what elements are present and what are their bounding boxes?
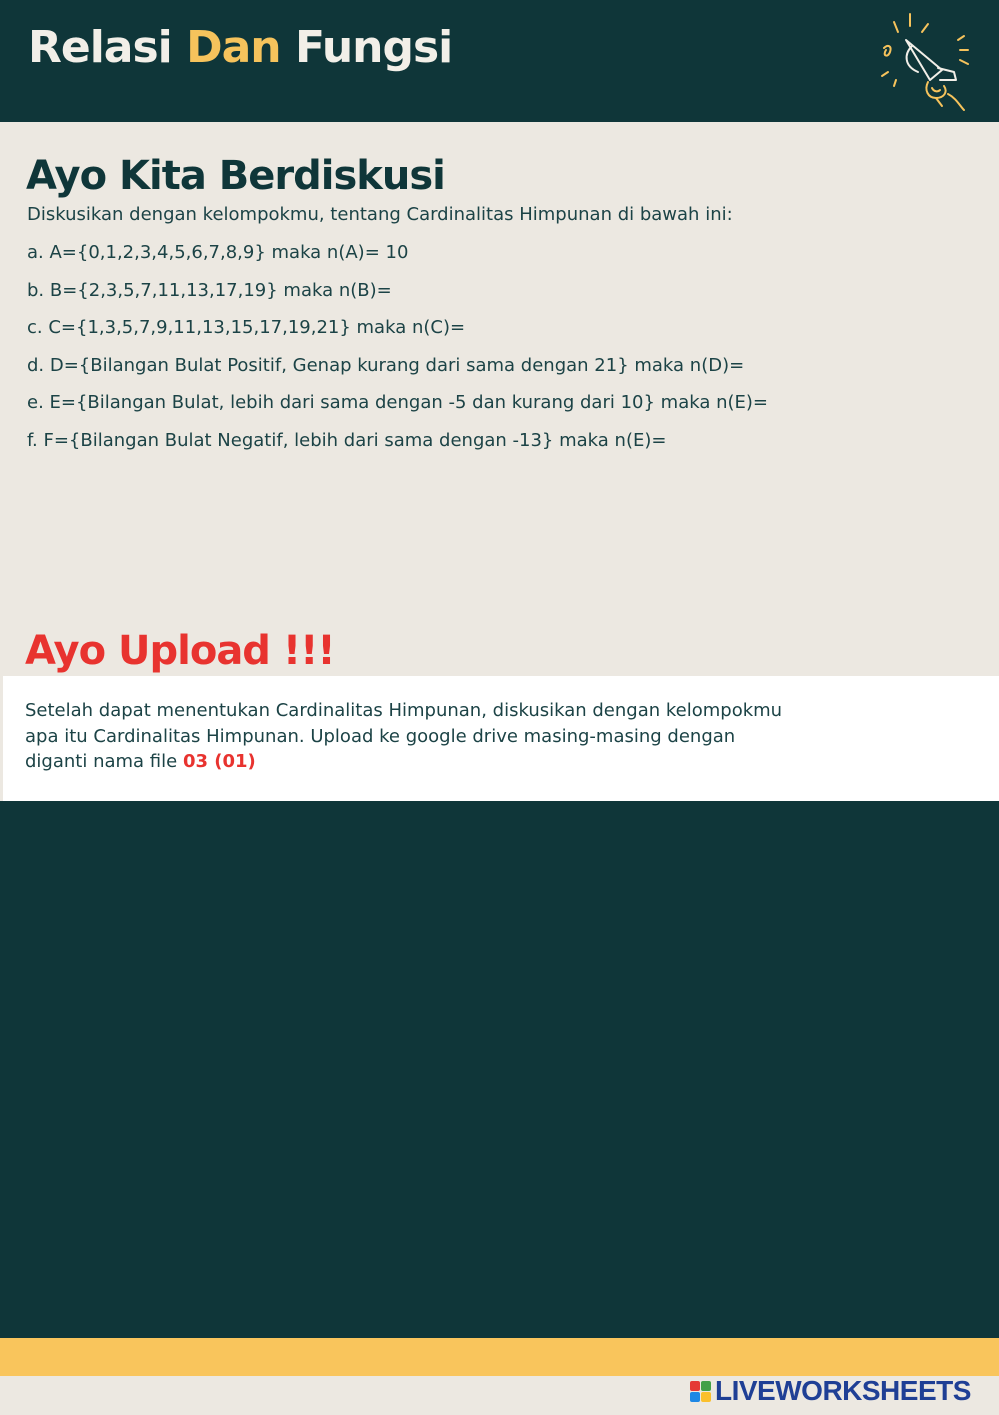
upload-text-line-1: Setelah dapat menentukan Cardinalitas Himpunan, diskusikan dengan kelompokmu [25,700,783,721]
question-d: d. D={Bilangan Bulat Positif, Genap kurang dari sama dengan 21} maka n(D)= [27,354,745,376]
upload-text-line-2: apa itu Cardinalitas Himpunan. Upload ke google drive masing-masing dengan [25,725,736,747]
upload-title: Ayo Upload !!! [25,628,335,674]
upload-instructions [25,698,915,775]
discussion-intro: Diskusikan dengan kelompokmu, tentang Cardinalitas Himpunan di bawah ini: [27,204,733,225]
logo-tile-2 [701,1381,711,1391]
logo-tile-3 [690,1392,700,1402]
upload-text-line-3: diganti nama file [25,751,183,772]
footer-band [0,1338,999,1376]
question-f: f. F={Bilangan Bulat Negatif, lebih dari sama dengan -13} maka n(E)= [27,429,667,451]
logo-tile-1 [690,1381,700,1391]
logo-tile-4 [701,1392,711,1402]
title-accent: Dan [186,22,281,73]
answer-area [0,801,999,1338]
question-a: a. A={0,1,2,3,4,5,6,7,8,9} maka n(A)= 10 [27,242,409,263]
liveworksheets-wordmark: LIVEWORKSHEETS [715,1375,971,1406]
question-b: b. B={2,3,5,7,11,13,17,19} maka n(B)= [27,279,392,301]
upload-instructions-box [3,676,999,801]
megaphone-icon [878,10,972,114]
question-list [27,240,768,465]
title-part-2: Fungsi [280,22,453,73]
page-title [28,20,452,76]
question-e: e. E={Bilangan Bulat, lebih dari sama dengan -5 dan kurang dari 10} maka n(E)= [27,392,768,413]
file-name-highlight: 03 (01) [182,751,256,772]
header [0,0,999,122]
discussion-title: Ayo Kita Berdiskusi [26,153,445,199]
liveworksheets-logo-icon [690,1381,711,1402]
liveworksheets-brand[interactable] [690,1376,971,1406]
title-part-1: Relasi [28,22,187,73]
question-c: c. C={1,3,5,7,9,11,13,15,17,19,21} maka n(C)= [27,317,466,338]
